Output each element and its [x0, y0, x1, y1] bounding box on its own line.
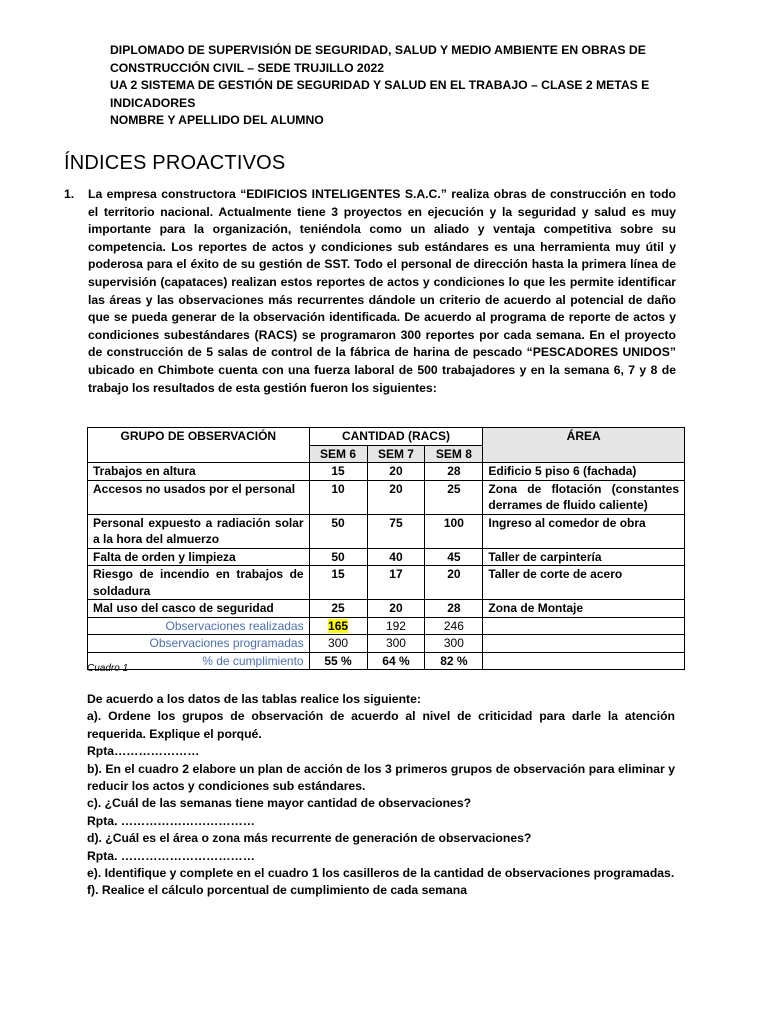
header-line: DIPLOMADO DE SUPERVISIÓN DE SEGURIDAD, SALUD Y MEDIO AMBIENTE EN OBRAS DE — [110, 43, 646, 57]
group-cell: Mal uso del casco de seguridad — [88, 600, 310, 618]
answer-c: Rpta. …………………………… — [87, 813, 255, 828]
compliance-label: % de cumplimiento — [88, 652, 310, 670]
document-header — [110, 42, 670, 130]
table-row — [88, 600, 685, 618]
header-quantity: CANTIDAD (RACS) — [309, 428, 483, 446]
sem8-cell: 45 — [425, 548, 483, 566]
header-line: UA 2 SISTEMA DE GESTIÓN DE SEGURIDAD Y SALUD EN EL TRABAJO – CLASE 2 METAS E — [110, 78, 650, 92]
table-row — [88, 463, 685, 481]
table-row — [88, 480, 685, 514]
sem7-cell: 40 — [367, 548, 425, 566]
compliance-row — [88, 652, 685, 670]
table-row — [88, 566, 685, 600]
question-a: a). Ordene los grupos de observación de acuerdo al nivel de criticidad para darle la atención requerida. Explique el porqué. — [87, 709, 675, 741]
programmed-area-cell — [483, 635, 685, 653]
sem7-cell: 17 — [367, 566, 425, 600]
answer-a: Rpta………………… — [87, 744, 200, 759]
area-cell: Taller de corte de acero — [483, 566, 685, 600]
realized-sem6-cell — [309, 617, 367, 635]
group-cell: Personal expuesto a radiación solar a la hora del almuerzo — [88, 514, 310, 548]
programmed-sem8-cell: 300 — [425, 635, 483, 653]
sem8-cell: 28 — [425, 600, 483, 618]
realized-sem7-cell: 192 — [367, 617, 425, 635]
sem7-cell: 20 — [367, 480, 425, 514]
question-b: b). En el cuadro 2 elabore un plan de acción de los 3 primeros grupos de observación para eliminar y reducir los actos y condiciones sub estándares. — [87, 761, 675, 794]
section-title: ÍNDICES PROACTIVOS — [64, 152, 286, 174]
sem6-cell: 25 — [309, 600, 367, 618]
compliance-sem6-cell: 55 % — [309, 652, 367, 670]
header-area: ÁREA — [483, 428, 685, 463]
realized-label: Observaciones realizadas — [88, 617, 310, 635]
problem-statement — [64, 186, 676, 397]
area-cell: Zona de flotación (constantes derrames de fluido caliente) — [483, 480, 685, 514]
area-cell: Edificio 5 piso 6 (fachada) — [483, 463, 685, 481]
sem6-cell: 10 — [309, 480, 367, 514]
realized-area-cell — [483, 617, 685, 635]
sem6-cell: 15 — [309, 463, 367, 481]
table-row — [88, 548, 685, 566]
group-cell: Falta de orden y limpieza — [88, 548, 310, 566]
compliance-area-cell — [483, 652, 685, 670]
question-c: c). ¿Cuál de las semanas tiene mayor cantidad de observaciones? — [87, 796, 472, 811]
compliance-sem8-cell: 82 % — [425, 652, 483, 670]
sem8-cell: 25 — [425, 480, 483, 514]
header-line: CONSTRUCCIÓN CIVIL – SEDE TRUJILLO 2022 — [110, 60, 385, 75]
header-sem6: SEM 6 — [309, 445, 367, 463]
sem8-cell: 20 — [425, 566, 483, 600]
programmed-row — [88, 635, 685, 653]
table-header-row — [88, 428, 685, 446]
realized-sem6-value: 165 — [328, 618, 349, 633]
answer-d: Rpta. …………………………… — [87, 848, 255, 863]
question-d: d). ¿Cuál es el área o zona más recurrente de generación de observaciones? — [87, 831, 532, 846]
area-cell: Taller de carpintería — [483, 548, 685, 566]
area-cell: Ingreso al comedor de obra — [483, 514, 685, 548]
realized-row — [88, 617, 685, 635]
table-row — [88, 514, 685, 548]
questions-intro: De acuerdo a los datos de las tablas realice los siguiente: — [87, 692, 421, 706]
group-cell: Accesos no usados por el personal — [88, 480, 310, 514]
sem6-cell: 50 — [309, 548, 367, 566]
problem-number: 1. — [64, 187, 75, 201]
sem7-cell: 20 — [367, 463, 425, 481]
sem8-cell: 100 — [425, 514, 483, 548]
header-sem8: SEM 8 — [425, 445, 483, 463]
realized-sem8-cell: 246 — [425, 617, 483, 635]
group-cell: Riesgo de incendio en trabajos de soldadura — [88, 566, 310, 600]
sem7-cell: 75 — [367, 514, 425, 548]
compliance-sem7-cell: 64 % — [367, 652, 425, 670]
group-cell: Trabajos en altura — [88, 463, 310, 481]
sem6-cell: 15 — [309, 566, 367, 600]
programmed-sem7-cell: 300 — [367, 635, 425, 653]
header-line: INDICADORES — [110, 95, 196, 110]
header-line: NOMBRE Y APELLIDO DEL ALUMNO — [110, 113, 324, 127]
sem6-cell: 50 — [309, 514, 367, 548]
header-sem7: SEM 7 — [367, 445, 425, 463]
table-caption: Cuadro 1 — [87, 663, 129, 674]
sem7-cell: 20 — [367, 600, 425, 618]
problem-text: La empresa constructora “EDIFICIOS INTELIGENTES S.A.C.” realiza obras de construcción en todo el territorio nacional. Actualmente tiene 3 proyectos en ejecución y la seguridad y salud es muy importante para la organización, teniéndola como un aliado y ventaja competitiva sobre su competencia. Los reportes de actos y condiciones sub estándares es una herramienta muy útil y poderosa para el éxito de su gestión de SST. Todo el personal de dirección hasta la primera línea de supervisión (capataces) realizan estos reportes de actos y condiciones lo que les permite identificar las áreas y las observaciones más recurrentes dándole un criterio de acuerdo al potencial de daño que se pueda generar de la observación identificada. De acuerdo al programa de reporte de actos y condiciones subestándares (RACS) se programaron 300 reportes por cada semana. En el proyecto de construcción de 5 salas de control de la fábrica de harina de pescado “PESCADORES UNIDOS” ubicado en Chimbote cuenta con una fuerza laboral de 500 trabajadores y en la semana 6, 7 y 8 de trabajo los resultados de esta gestión fueron los siguientes: — [88, 187, 676, 395]
area-cell: Zona de Montaje — [483, 600, 685, 618]
programmed-sem6-cell: 300 — [309, 635, 367, 653]
header-group: GRUPO DE OBSERVACIÓN — [88, 428, 310, 463]
question-f: f). Realice el cálculo porcentual de cumplimiento de cada semana — [87, 883, 467, 898]
question-e: e). Identifique y complete en el cuadro 1 los casilleros de la cantidad de observaciones programadas. — [87, 866, 675, 881]
programmed-label: Observaciones programadas — [88, 635, 310, 653]
sem8-cell: 28 — [425, 463, 483, 481]
questions-block — [87, 691, 675, 900]
observations-table — [87, 427, 685, 670]
